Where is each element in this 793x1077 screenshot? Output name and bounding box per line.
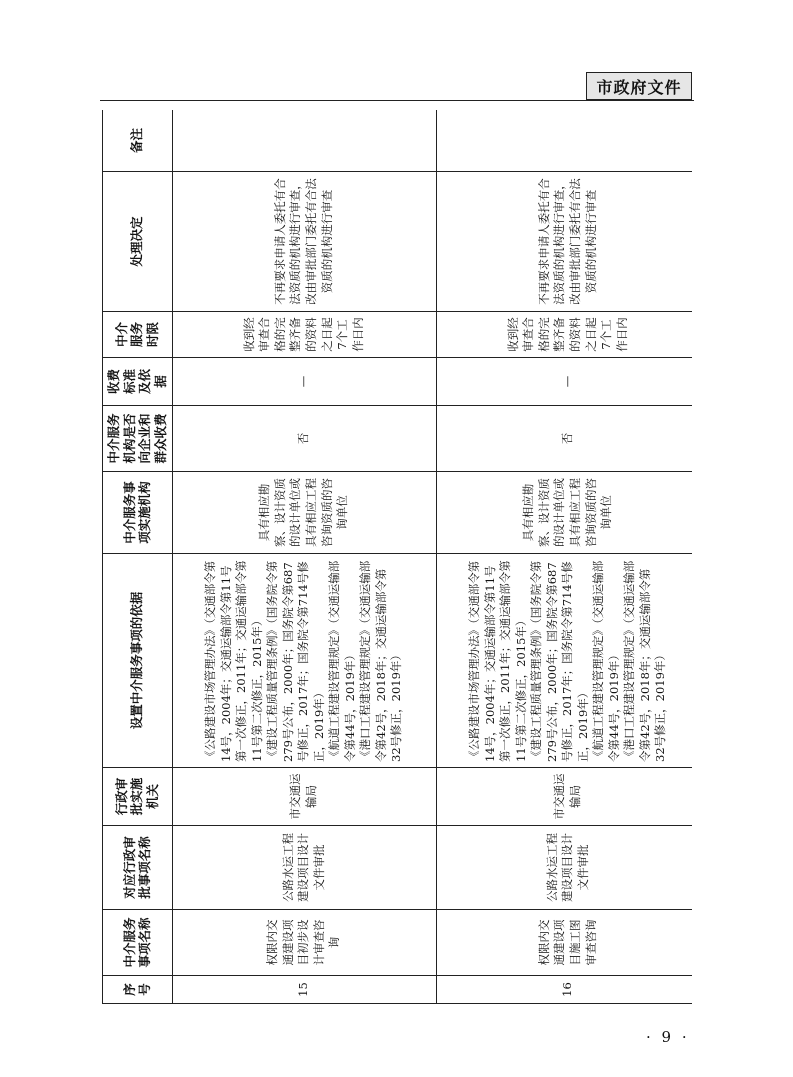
header-agency: 行政审批实施机关: [103, 768, 173, 826]
intermediary-services-table-container: [102, 110, 692, 1004]
row-approval-name: 公路水运工程建设项目设计文件审批: [436, 826, 692, 910]
row-time-limit: 收到经审查合格的完整齐备的资料之日起7个工作日内: [436, 312, 692, 358]
basis-port-construction: 《港口工程建设管理规定》（交通运输部令第42号，2018年；交通运输部令第32号修正，2019年）: [358, 560, 404, 762]
row-agency: 市交通运输局: [436, 768, 692, 826]
header-decision: 处理决定: [103, 172, 173, 312]
table-header-row: [103, 110, 173, 1004]
basis-waterway-construction: 《航道工程建设管理规定》（交通运输部令第44号，2019年）: [327, 560, 357, 762]
row-item-name: 权限内交通建设项目施工图审查咨询: [436, 910, 692, 976]
row-provider: 具有相应勘察、设计资质的设计单位或具有相应工程咨询资质的咨询单位: [172, 472, 436, 554]
header-fee-basis: 收费标准及依据: [103, 358, 173, 406]
header-basis: 设置中介服务事项的依据: [103, 554, 173, 768]
header-charges: 中介服务机构是否向企业和群众收费: [103, 406, 173, 472]
row-seq: 16: [436, 976, 692, 1004]
header-time-limit: 中介服务时限: [103, 312, 173, 358]
table-row: [172, 110, 436, 1004]
basis-construction-quality: 《建设工程质量管理条例》（国务院令第279号公布，2000年；国务院令第687号修正，2017年；国务院令第714号修正，2019年）: [529, 560, 590, 762]
row-basis: [172, 554, 436, 768]
header-seq: 序号: [103, 976, 173, 1004]
row-provider: 具有相应勘察、设计资质的设计单位或具有相应工程咨询资质的咨询单位: [436, 472, 692, 554]
header-approval-name: 对应行政审批事项名称: [103, 826, 173, 910]
row-agency: 市交通运输局: [172, 768, 436, 826]
row-remarks: [172, 110, 436, 172]
header-rule: [100, 100, 694, 101]
header-provider: 中介服务事项实施机构: [103, 472, 173, 554]
row-fee-basis: —: [172, 358, 436, 406]
header-remarks: 备注: [103, 110, 173, 172]
document-category-badge: 市政府文件: [586, 72, 692, 100]
basis-highway-market: 《公路建设市场管理办法》（交通部令第14号，2004年；交通运输部令第11号第一次修正，2011年；交通运输部令第11号第二次修正，2015年）: [467, 560, 528, 762]
row-basis: [436, 554, 692, 768]
row-charges: 否: [436, 406, 692, 472]
row-fee-basis: —: [436, 358, 692, 406]
row-seq: 15: [172, 976, 436, 1004]
basis-highway-market: 《公路建设市场管理办法》（交通部令第14号，2004年；交通运输部令第11号第一次修正，2011年；交通运输部令第11号第二次修正，2015年）: [203, 560, 264, 762]
basis-port-construction: 《港口工程建设管理规定》（交通运输部令第42号，2018年；交通运输部令第32号修正，2019年）: [622, 560, 668, 762]
row-remarks: [436, 110, 692, 172]
row-approval-name: 公路水运工程建设项目设计文件审批: [172, 826, 436, 910]
row-decision: 不再要求申请人委托有合法资质的机构进行审查，改由审批部门委托有合法资质的机构进行审查: [172, 172, 436, 312]
intermediary-services-table: [102, 110, 692, 1004]
basis-construction-quality: 《建设工程质量管理条例》（国务院令第279号公布，2000年；国务院令第687号修正，2017年；国务院令第714号修正，2019年）: [265, 560, 326, 762]
row-time-limit: 收到经审查合格的完整齐备的资料之日起7个工作日内: [172, 312, 436, 358]
table-row: [436, 110, 692, 1004]
basis-waterway-construction: 《航道工程建设管理规定》（交通运输部令第44号，2019年）: [591, 560, 621, 762]
row-decision: 不再要求申请人委托有合法资质的机构进行审查，改由审批部门委托有合法资质的机构进行审查: [436, 172, 692, 312]
page-number: · 9 ·: [646, 1028, 690, 1046]
row-item-name: 权限内交通建设项目初步设计审查咨询: [172, 910, 436, 976]
row-charges: 否: [172, 406, 436, 472]
header-item-name: 中介服务事项名称: [103, 910, 173, 976]
